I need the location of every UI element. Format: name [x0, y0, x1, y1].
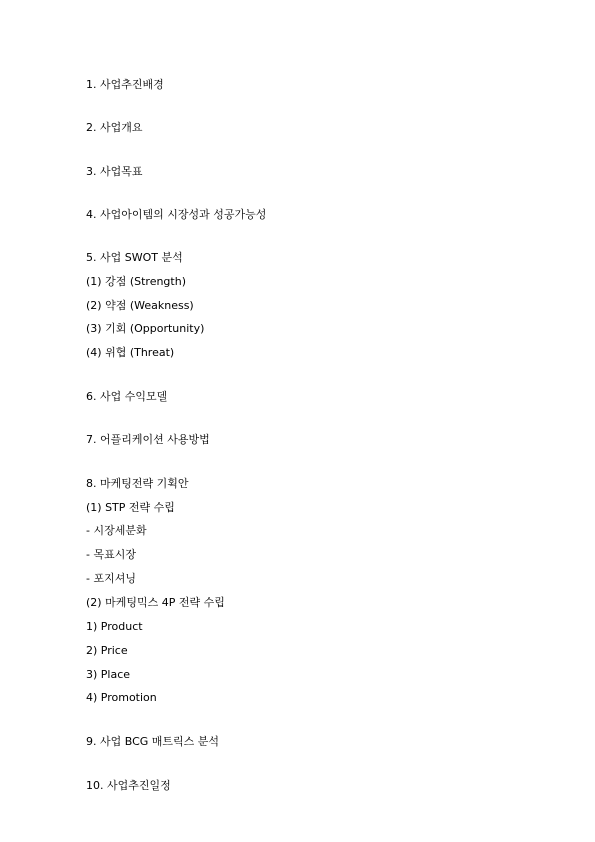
toc-subitem-8-1: (1) STP 전략 수립	[86, 501, 175, 514]
toc-heading-9: 9. 사업 BCG 매트릭스 분석	[86, 735, 220, 748]
toc-subitem-8-1-a: - 시장세분화	[86, 524, 147, 537]
toc-subitem-8-1-b: - 목표시장	[86, 548, 136, 561]
toc-subitem-5-3: (3) 기회 (Opportunity)	[86, 322, 205, 335]
toc-subitem-5-4: (4) 위협 (Threat)	[86, 346, 175, 359]
toc-heading-5: 5. 사업 SWOT 분석	[86, 251, 183, 264]
toc-subitem-8-2-4: 4) Promotion	[86, 691, 157, 704]
toc-heading-3: 3. 사업목표	[86, 165, 143, 178]
toc-subitem-8-2-1: 1) Product	[86, 620, 143, 633]
toc-subitem-8-2-3: 3) Place	[86, 668, 131, 681]
toc-heading-2: 2. 사업개요	[86, 121, 143, 134]
toc-heading-8: 8. 마케팅전략 기획안	[86, 477, 189, 490]
toc-subitem-8-2-2: 2) Price	[86, 644, 128, 657]
toc-subitem-5-2: (2) 약점 (Weakness)	[86, 299, 194, 312]
toc-heading-4: 4. 사업아이템의 시장성과 성공가능성	[86, 208, 267, 221]
toc-heading-1: 1. 사업추진배경	[86, 78, 164, 91]
toc-subitem-5-1: (1) 강점 (Strength)	[86, 275, 186, 288]
toc-heading-10: 10. 사업추진일정	[86, 779, 171, 792]
toc-subitem-8-2: (2) 마케팅믹스 4P 전략 수립	[86, 596, 225, 609]
toc-heading-7: 7. 어플리케이션 사용방법	[86, 433, 210, 446]
toc-heading-6: 6. 사업 수익모델	[86, 390, 168, 403]
toc-subitem-8-1-c: - 포지셔닝	[86, 572, 136, 585]
